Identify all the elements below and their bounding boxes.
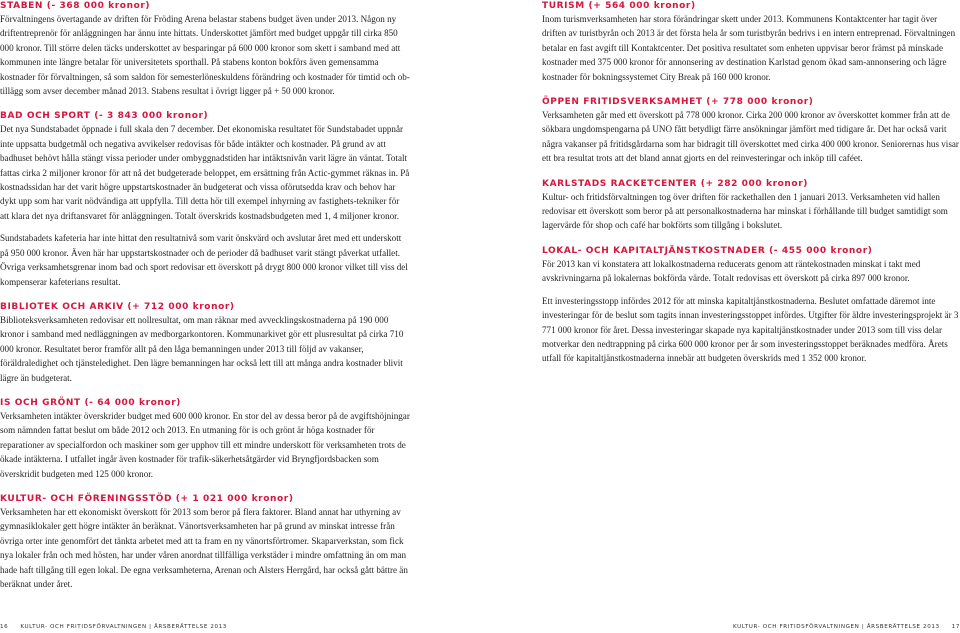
section-text: Ett investeringsstopp infördes 2012 för att minska kapitaltjänstkostnaderna. Beslutet omfattade däremot inte investeringar för de beslut som tagits innan investeringsstoppet infördes. Utgifter för äldre investeringsprojekt är 3 771 000 kronor för året. Dessa investeringar skapade nya kapitaltjänstkostnader under 2013 som till viss delar motverkar den nedtrappning på cirka 600 000 kronor per år som investeringsstoppet beräknades medföra. Årets utfall för kapitaltjänstkostnaderna innebär att budgeten överskrids med 1 352 000 kronor. xyxy=(542,295,959,364)
section-heading: STABEN (- 368 000 kronor) xyxy=(0,1,151,11)
section-text: Verksamheten går med ett överskott på 778 000 kronor. Cirka 200 000 kronor av överskottet kommer från att de sökbara ungdomspengarna på UNO fått betydligt färre ansökningar jämfört med tidigare år. Det har också varit några vakanser på fritidsgårdarna som har bidragit till överskottet med cirka 400 000 kronor. Seniorernas hus visar ett bra resultat trots att det bland annat gjorts en del reinvesteringar och inköp till caféet. xyxy=(542,110,959,164)
section-is-gront xyxy=(0,397,410,481)
section-staben xyxy=(0,0,410,98)
section-text: Inom turismverksamheten har stora förändringar skett under 2013. Kommunens Kontaktcenter har tagit över driften av turistbyrån och 2013 är det första hela år som turistbyrån bedrivs i en intern entreprenad. Förvaltningen betalar en fast avgift till Kontaktcenter. Det positiva resultatet som enheten uppvisar beror främst på minskade kostnader med 375 000 kronor för annonsering av destination Karlstad genom ökad sam-annonsering och lägre kostnader för bokningssystemet City Break på 160 000 kronor. xyxy=(542,14,956,82)
right-column xyxy=(542,0,960,366)
section-heading: LOKAL- OCH KAPITALTJÄNSTKOSTNADER (- 455 000 kronor) xyxy=(542,245,873,256)
section-text: Förvaltningens övertagande av driften för Fröding Arena belastar stabens budget även under 2013. Någon ny driftentreprenör för anläggningen har ännu inte hittats. Underskottet jämfört med budget uppgår till cirka 850 000 kronor. Till större delen täcks underskottet av besparingar på 600 000 kronor som skett i samband med att kommunen inte längre betalar för universitetets sporthall. På stabens konton bokförs även gemensamma kostnader för förvaltningen, så som saldon för semesterlöneskuldens förändring och kostnader för timtid och ob-tillägg som avser december månad 2013. Stabens resultat i övrigt ligger på + 50 000 kronor. xyxy=(0,14,410,97)
section-heading: BAD OCH SPORT (- 3 843 000 kronor) xyxy=(0,111,209,122)
section-fritid xyxy=(542,96,960,166)
section-text: Sundstabadets kafeteria har inte hittat den resultatnivå som varit önskvärd och avslutar året med ett underskott på 950 000 kronor. Även här har uppstartskostnader och de perioder då badhuset varit stängt påverkat utfallet. Övriga verksamhetsgrenar inom bad och sport redovisar ett överskott på drygt 800 000 kronor vilket till viss del kompenserar kafeterians resultat. xyxy=(0,233,408,287)
section-kultur xyxy=(0,493,410,591)
footer-left xyxy=(0,624,227,630)
section-text: Verksamheten har ett ekonomiskt överskott för 2013 som beror på flera faktorer. Bland annat har uthyrning av gymnasiklokaler gett högre intäkter än beräknat. Vänortsverksamheten har på grund av minskat intresse från övriga orter inte genomfört det tänkta arbetet med att ta fram en ny vänortsförtromer. Skaparverkstan, som fick nya lokaler från och med hösten, har under våren anordnat tillfälliga verkstäder i mindre omfattning än om man hade haft tillgång till egen lokal. De egna verksamheterna, Arenan och Alsters Herrgård, har också gått bättre än beräknat under året. xyxy=(0,506,408,589)
section-text: Biblioteksverksamheten redovisar ett nollresultat, om man räknar med avvecklingskostnaderna på 190 000 kronor i samband med nedläggningen av medborgarkontoren. Kommunarkivet gör ett plusresultat på cirka 710 000 kronor. Resultatet beror framför allt på den låga bemanningen under 2013 till följd av vakanser, föräldraledighet och tjänsteledighet. Den lägre bemanningen har också lett till att många andra kostnader blivit lägre än budgeterat. xyxy=(0,314,404,383)
footer-title: KULTUR- OCH FRITIDSFÖRVALTNINGEN | ÅRSBERÄTTELSE 2013 xyxy=(20,624,227,630)
section-racket xyxy=(542,178,960,233)
section-heading: KULTUR- OCH FÖRENINGSSTÖD (+ 1 021 000 kronor) xyxy=(0,493,294,504)
section-turism xyxy=(542,0,960,84)
footer-title: KULTUR- OCH FRITIDSFÖRVALTNINGEN | ÅRSBERÄTTELSE 2013 xyxy=(733,624,940,630)
page-number: 16 xyxy=(0,624,9,630)
section-heading: TURISM (+ 564 000 kronor) xyxy=(542,1,696,11)
left-column xyxy=(0,0,410,591)
section-text: Kultur- och fritidsförvaltningen tog över driften för rackethallen den 1 januari 2013. Verksamheten vid hallen redovisar ett överskott som beror på att personalkostnaderna har minskat i förhållande till budget samtidigt som lagervärde för shop och café har bokförts som tillgång i bokslutet. xyxy=(542,191,948,231)
section-bibliotek xyxy=(0,301,410,385)
section-heading: BIBLIOTEK OCH ARKIV (+ 712 000 kronor) xyxy=(0,301,235,312)
section-lokal xyxy=(542,245,960,366)
section-bad-sport xyxy=(0,110,410,288)
section-text: Verksamheten intäkter överskrider budget med 600 000 kronor. En stor del av dessa beror på de avgiftshöjningar som nämnden fattat beslut om både 2012 och 2013. En utmaning för is och grönt är höga kostnader för reparationer av specialfordon och maskiner som ger upphov till ett mindre underskott för verksamheten trots de ökade intäkterna. I utfallet ingår även kostnader för trafik-säkerhetsåtgärder vid Bryngfjordsbacken som överskridit budgeten med 125 000 kronor. xyxy=(0,410,410,479)
section-heading: ÖPPEN FRITIDSVERKSAMHET (+ 778 000 kronor) xyxy=(542,97,814,108)
section-text: För 2013 kan vi konstatera att lokalkostnaderna reducerats genom att räntekostnaden minskat i takt med avskrivningarna på lokalernas bokförda värde. Totalt redovisas ett överskott på cirka 897 000 kronor. xyxy=(542,258,921,284)
page-number: 17 xyxy=(951,624,960,630)
section-heading: KARLSTADS RACKETCENTER (+ 282 000 kronor) xyxy=(542,178,808,189)
footer-right xyxy=(733,624,960,630)
section-heading: IS OCH GRÖNT (- 64 000 kronor) xyxy=(0,397,181,408)
section-text: Det nya Sundstabadet öppnade i full skala den 7 december. Det ekonomiska resultatet för Sundstabadet uppnår inte uppsatta budgetmål och negativa avvikelser redovisas för både intäkter och kostnader. På grund av att badhuset behövt hålla stängt vissa perioder under ombyggnadstiden har intäktsnivån varit lägre än väntat. Totalt fattas cirka 2 miljoner kronor för att nå det budgeterade beloppet, em ersättning från Actic-gymmet räknas in. På kostnadssidan har det varit högre uppstartskostnader än budgeterat och vissa oförutsedda krav och behov har dykt upp som har varit nödvändiga att uppfylla. Till detta hör till exempel inhyrning av fastighets-tekniker för att klara det nya driftansvaret för anläggningen. Totalt överskrids kostnadsbudgeten med 1, 4 miljoner kronor. xyxy=(0,124,410,221)
